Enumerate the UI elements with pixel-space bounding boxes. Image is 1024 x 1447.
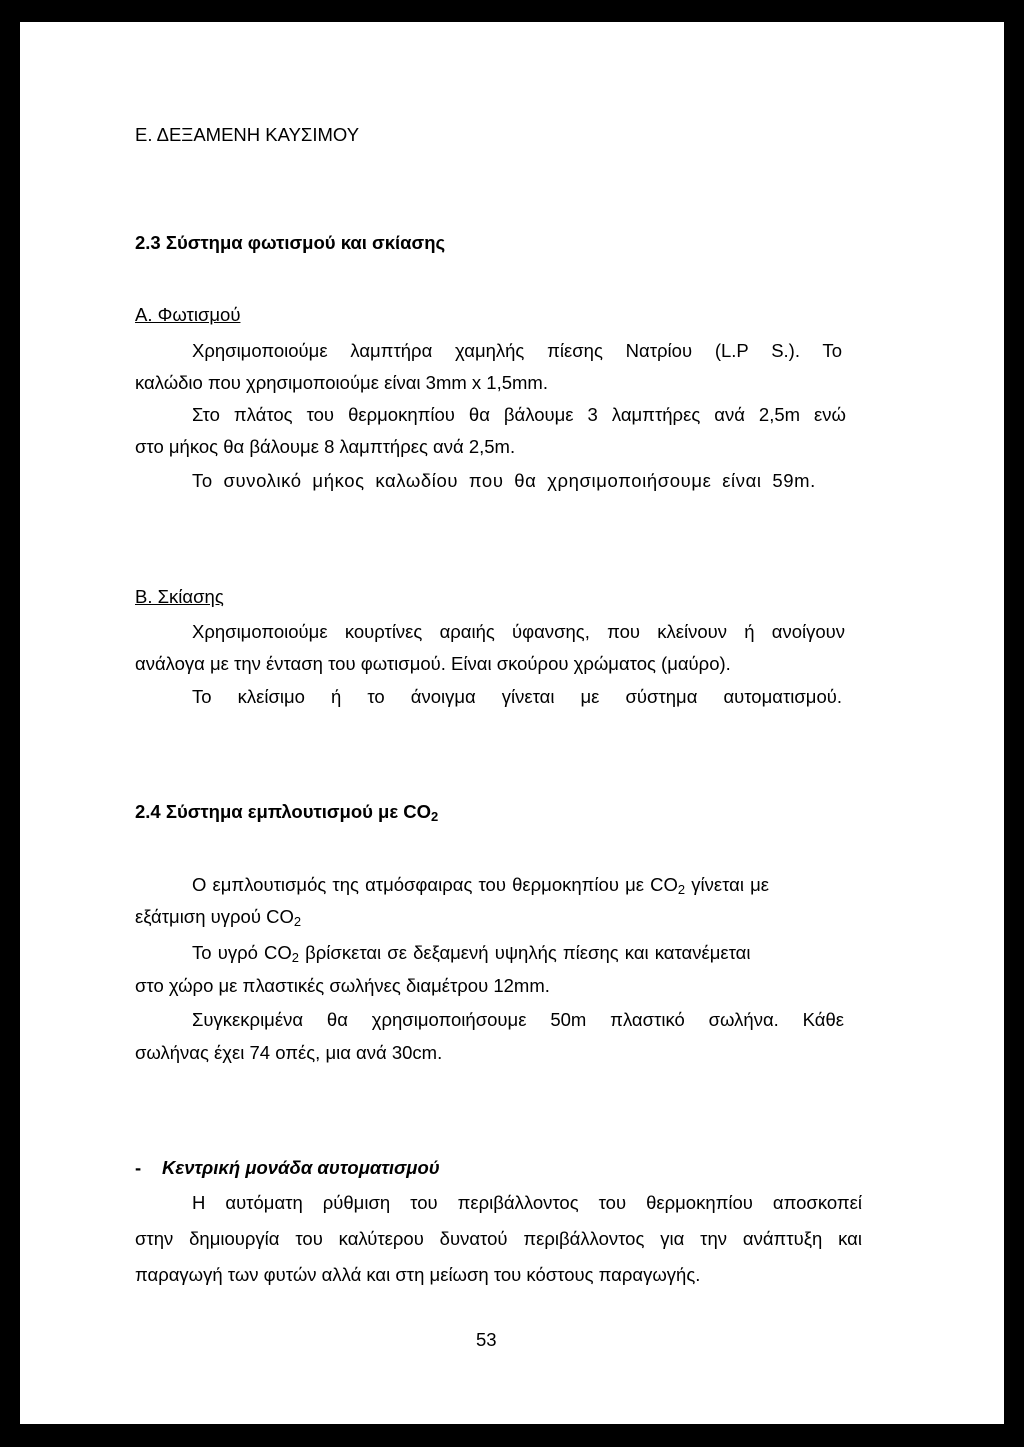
subscript-2: 2 — [431, 809, 439, 824]
document-page — [20, 22, 1004, 1424]
subsection-b-title: Β. Σκίασης — [135, 586, 224, 607]
subscript-2: 2 — [293, 914, 302, 929]
subsection-a-title: Α. Φωτισμού — [135, 304, 241, 325]
paragraph-line — [192, 941, 750, 965]
paragraph-line: Στο πλάτος του θερμοκηπίου θα βάλουμε 3 λαμπτήρες ανά 2,5m ενώ — [192, 404, 846, 425]
automation-title: Κεντρική μονάδα αυτοματισμού — [162, 1157, 440, 1178]
paragraph-line: Η αυτόματη ρύθμιση του περιβάλλοντος του θερμοκηπίου αποσκοπεί — [192, 1192, 862, 1213]
paragraph-line: στην δημιουργία του καλύτερου δυνατού περιβάλλοντος για την ανάπτυξη και — [135, 1228, 862, 1249]
paragraph-line: Χρησιμοποιούμε κουρτίνες αραιής ύφανσης, που κλείνουν ή ανοίγουν — [192, 621, 845, 642]
section-2-3-title: 2.3 Σύστημα φωτισμού και σκίασης — [135, 232, 446, 253]
paragraph-line: στο χώρο με πλαστικές σωλήνες διαμέτρου 12mm. — [135, 975, 550, 996]
text-run: εξάτμιση υγρού CO — [135, 906, 294, 927]
text-run: βρίσκεται σε δεξαμενή υψηλής πίεσης και κατανέμεται — [298, 942, 751, 963]
section-2-4-title — [135, 800, 438, 824]
paragraph-line: καλώδιο που χρησιμοποιούμε είναι 3mm x 1,5mm. — [135, 372, 548, 393]
paragraph-line: ανάλογα με την ένταση του φωτισμού. Είναι σκούρου χρώματος (μαύρο). — [135, 653, 731, 674]
text-run: γίνεται με — [685, 874, 769, 895]
paragraph-line: Χρησιμοποιούμε λαμπτήρα χαμηλής πίεσης Νατρίου (L.P S.). Το — [192, 340, 842, 361]
text-run: Το υγρό CO — [192, 942, 292, 963]
paragraph-line: σωλήνας έχει 74 οπές, μια ανά 30cm. — [135, 1042, 443, 1063]
paragraph-line: παραγωγή των φυτών αλλά και στη μείωση του κόστους παραγωγής. — [135, 1264, 701, 1285]
subscript-2: 2 — [291, 950, 299, 965]
section-2-4-title-text: 2.4 Σύστημα εμπλουτισμού με CO — [135, 801, 432, 822]
page-number: 53 — [476, 1329, 497, 1350]
heading-fuel-tank: Ε. ΔΕΞΑΜΕΝΗ ΚΑΥΣΙΜΟΥ — [135, 124, 360, 145]
paragraph-line — [135, 905, 301, 929]
paragraph-line: Το συνολικό μήκος καλωδίου που θα χρησιμοποιήσουμε είναι 59m. — [192, 470, 816, 491]
paragraph-line — [192, 873, 769, 897]
paragraph-line: στο μήκος θα βάλουμε 8 λαμπτήρες ανά 2,5m. — [135, 436, 516, 457]
paragraph-line: Συγκεκριμένα θα χρησιμοποιήσουμε 50m πλαστικό σωλήνα. Κάθε — [192, 1009, 844, 1030]
list-dash: - — [135, 1157, 142, 1178]
subscript-2: 2 — [677, 882, 686, 897]
text-run: Ο εμπλουτισμός της ατμόσφαιρας του θερμοκηπίου με CO — [192, 874, 678, 895]
paragraph-line: Το κλείσιμο ή το άνοιγμα γίνεται με σύστημα αυτοματισμού. — [192, 686, 842, 707]
